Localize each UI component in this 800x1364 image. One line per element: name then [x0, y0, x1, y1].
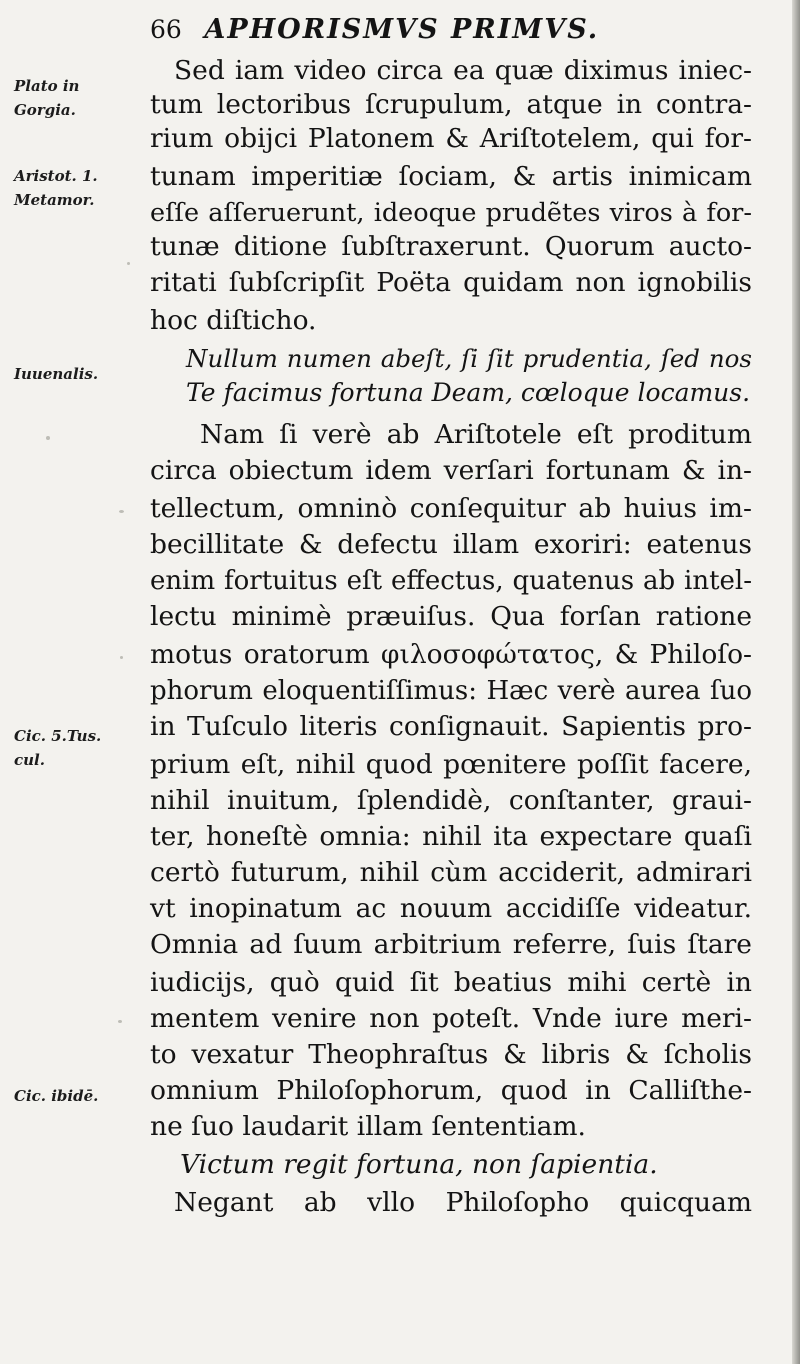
page-number: 66 — [150, 15, 182, 44]
text-line: ter, honeſtè omnia: nihil ita expectare quaſi — [150, 821, 752, 852]
text-line: circa obiectum idem verſari fortunam & in- — [150, 455, 752, 486]
text-line: tum lectoribus ſcrupulum, atque in contra- — [150, 89, 752, 120]
margin-note-cicero-ibidem — [14, 1084, 142, 1108]
text-line: iudicijs, quò quid ſit beatius mihi certè in — [150, 967, 752, 998]
text-line: Negant ab vllo Philoſopho quicquam — [174, 1187, 752, 1218]
text-line: certò futurum, nihil cùm acciderit, admirari — [150, 857, 752, 888]
text-line: ritati ſubſcripſit Poëta quidam non ignobilis — [150, 267, 752, 298]
margin-note-line: Aristot. 1. — [14, 167, 98, 185]
margin-note-line: Plato in — [14, 77, 80, 95]
text-line: vt inopinatum ac nouum accidiſſe videatur. — [150, 893, 752, 924]
margin-note-line: Iuuenalis. — [14, 365, 99, 383]
verse-line: Te facimus fortuna Deam, cœloque locamus. — [186, 378, 751, 407]
margin-note-aristotle — [14, 164, 142, 212]
text-line: in Tuſculo literis conſignauit. Sapientis pro- — [150, 711, 752, 742]
text-line: omnium Philoſophorum, quod in Calliſthe- — [150, 1075, 752, 1106]
text-line: tunæ ditione ſubſtraxerunt. Quorum aucto- — [150, 231, 752, 262]
text-line: enim fortuitus eſt effectus, quatenus ab intel- — [150, 566, 752, 596]
text-line: Sed iam video circa ea quæ diximus iniec- — [174, 55, 752, 86]
running-head: APHORISMVS PRIMVS. — [204, 14, 600, 45]
paper-speck — [46, 436, 50, 440]
text-line: tellectum, omninò conſequitur ab huius im- — [150, 493, 752, 524]
text-line: mentem venire non poteſt. Vnde iure meri- — [150, 1003, 752, 1034]
margin-note-juvenal — [14, 362, 142, 386]
text-line: ne ſuo laudarit illam ſententiam. — [150, 1111, 586, 1142]
text-line: motus oratorum φιλοσοφώτατος, & Philoſo- — [150, 639, 752, 670]
paper-speck — [120, 656, 123, 659]
text-line: becillitate & defectu illam exoriri: eatenus — [150, 529, 752, 560]
text-line: hoc diſticho. — [150, 305, 317, 336]
text-line: Nam ſi verè ab Ariſtotele eſt proditum — [200, 419, 752, 450]
text-line: to vexatur Theophraſtus & libris & ſcholis — [150, 1039, 752, 1070]
margin-note-line: Cic. ibidē. — [14, 1087, 99, 1105]
paper-speck — [127, 262, 130, 265]
text-line: phorum eloquentiſſimus: Hæc verè aurea ſuo — [150, 676, 752, 706]
text-line: tunam imperitiæ ſociam, & artis inimicam — [150, 161, 752, 192]
text-line: eſſe aſſeruerunt, ideoque prudẽtes viros à for- — [150, 198, 752, 228]
text-line: lectu minimè præuiſus. Qua forſan ratione — [150, 601, 752, 632]
margin-note-line: Metamor. — [14, 191, 95, 209]
margin-note-plato — [14, 74, 142, 122]
margin-note-line: Cic. 5.Tus. — [14, 727, 102, 745]
text-line: rium obijci Platonem & Ariſtotelem, qui for- — [150, 123, 752, 154]
paper-speck — [118, 1020, 122, 1023]
page-header — [150, 14, 750, 54]
text-line: prium eſt, nihil quod pœnitere poſſit facere, — [150, 749, 752, 780]
quote-line: Victum regit fortuna, non ſapientia. — [180, 1149, 658, 1180]
margin-note-line: cul. — [14, 751, 45, 769]
verse-line: Nullum numen abeſt, ſi ſit prudentia, ſed nos — [186, 344, 752, 373]
text-line: Omnia ad ſuum arbitrium referre, ſuis ſtare — [150, 929, 752, 960]
paper-speck — [119, 510, 124, 513]
text-line: nihil inuitum, ſplendidè, conſtanter, graui- — [150, 785, 752, 816]
margin-note-cicero-tusculan — [14, 724, 142, 772]
margin-note-line: Gorgia. — [14, 101, 76, 119]
page-edge — [792, 0, 800, 1364]
